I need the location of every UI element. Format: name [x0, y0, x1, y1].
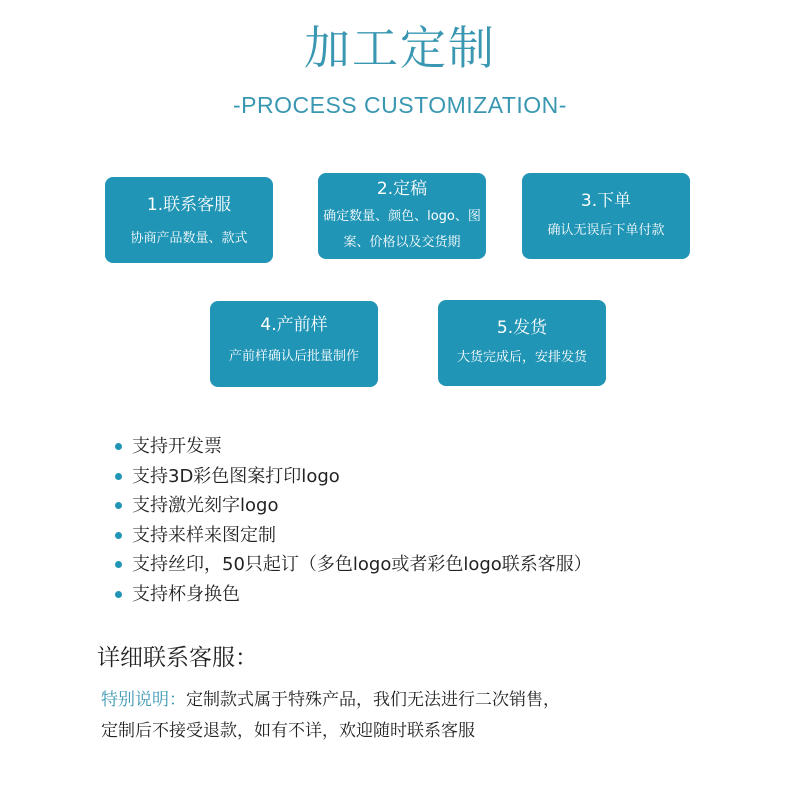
bullet-dot-icon — [115, 443, 122, 450]
page-title: 加工定制 — [304, 21, 496, 75]
step-pre-production-sample — [210, 301, 378, 387]
step-place-order — [522, 173, 690, 259]
step-shipping — [438, 300, 606, 386]
feature-item — [110, 432, 592, 462]
page-subtitle: -PROCESS CUSTOMIZATION- — [233, 92, 567, 118]
step-description: 确认无误后下单付款 — [547, 223, 665, 238]
contact-heading: 详细联系客服： — [97, 645, 258, 671]
step-title: 2.定稿 — [376, 179, 428, 199]
bullet-dot-icon — [115, 561, 122, 568]
step-title: 1.联系客服 — [146, 195, 232, 215]
note-line-1 — [101, 685, 560, 716]
step-title: 5.发货 — [496, 318, 548, 338]
step-title: 3.下单 — [580, 191, 632, 211]
note-label: 特别说明： — [101, 690, 186, 710]
note-text: 定制款式属于特殊产品，我们无法进行二次销售， — [186, 690, 560, 710]
feature-item — [110, 521, 592, 551]
feature-item — [110, 550, 592, 580]
step-description: 确定数量、颜色、logo、图案、价格以及交货期 — [323, 209, 481, 250]
bullet-dot-icon — [115, 591, 122, 598]
feature-list — [110, 432, 592, 609]
step-finalize — [318, 173, 486, 259]
bullet-dot-icon — [115, 502, 122, 509]
feature-item — [110, 580, 592, 610]
bullet-dot-icon — [115, 532, 122, 539]
bullet-dot-icon — [115, 473, 122, 480]
note-line-2: 定制后不接受退款，如有不详，欢迎随时联系客服 — [101, 721, 475, 741]
step-title: 4.产前样 — [260, 315, 328, 335]
feature-text: 支持丝印，50只起订（多色logo或者彩色logo联系客服） — [132, 554, 592, 575]
feature-text: 支持激光刻字logo — [132, 495, 279, 516]
feature-text: 支持来样来图定制 — [132, 524, 276, 546]
feature-item — [110, 491, 592, 521]
step-description: 大货完成后，安排发货 — [456, 350, 587, 365]
feature-text: 支持3D彩色图案打印logo — [132, 465, 340, 487]
step-description: 产前样确认后批量制作 — [228, 349, 359, 364]
step-contact-service — [105, 177, 273, 263]
feature-text: 支持开发票 — [132, 436, 222, 457]
step-description: 协商产品数量、款式 — [130, 231, 248, 246]
feature-item — [110, 462, 592, 492]
special-note — [101, 685, 560, 747]
feature-text: 支持杯身换色 — [132, 583, 240, 605]
